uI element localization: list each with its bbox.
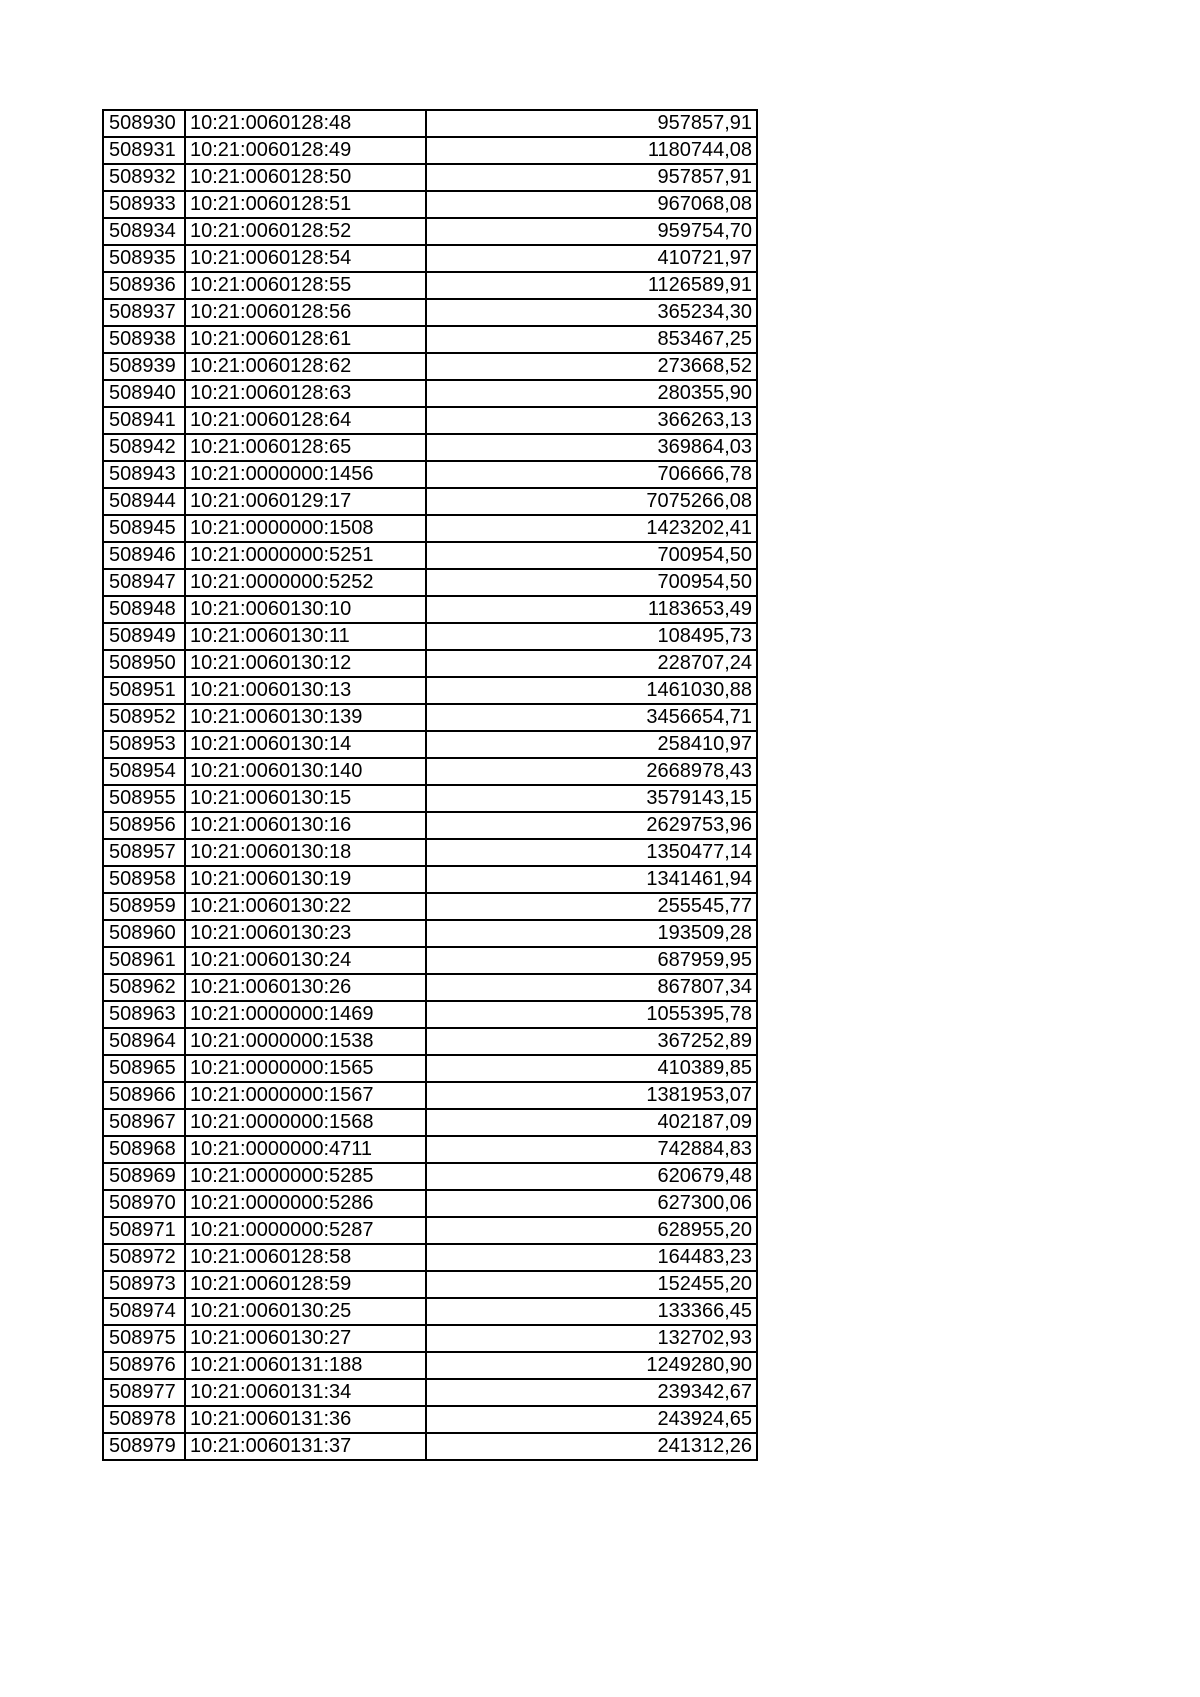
amount-cell: 273668,52 <box>426 353 757 380</box>
amount-cell: 108495,73 <box>426 623 757 650</box>
cadastral-code-cell: 10:21:0060130:26 <box>185 974 426 1001</box>
amount-cell: 959754,70 <box>426 218 757 245</box>
amount-cell: 410721,97 <box>426 245 757 272</box>
table-row <box>103 785 757 812</box>
table-row <box>103 569 757 596</box>
amount-cell: 152455,20 <box>426 1271 757 1298</box>
amount-cell: 241312,26 <box>426 1433 757 1460</box>
amount-cell: 255545,77 <box>426 893 757 920</box>
table-row <box>103 164 757 191</box>
cadastral-code-cell: 10:21:0060128:58 <box>185 1244 426 1271</box>
table-row <box>103 1055 757 1082</box>
cadastral-code-cell: 10:21:0060128:52 <box>185 218 426 245</box>
amount-cell: 620679,48 <box>426 1163 757 1190</box>
table-row <box>103 1163 757 1190</box>
amount-cell: 1126589,91 <box>426 272 757 299</box>
table-row <box>103 623 757 650</box>
amount-cell: 867807,34 <box>426 974 757 1001</box>
cadastral-code-cell: 10:21:0060128:64 <box>185 407 426 434</box>
table-row <box>103 1028 757 1055</box>
cadastral-code-cell: 10:21:0060130:22 <box>185 893 426 920</box>
row-id-cell: 508974 <box>103 1298 185 1325</box>
table-row <box>103 380 757 407</box>
amount-cell: 957857,91 <box>426 164 757 191</box>
amount-cell: 132702,93 <box>426 1325 757 1352</box>
amount-cell: 7075266,08 <box>426 488 757 515</box>
amount-cell: 742884,83 <box>426 1136 757 1163</box>
cadastral-code-cell: 10:21:0000000:1469 <box>185 1001 426 1028</box>
cadastral-code-cell: 10:21:0000000:5286 <box>185 1190 426 1217</box>
table-row <box>103 272 757 299</box>
table-row <box>103 920 757 947</box>
row-id-cell: 508969 <box>103 1163 185 1190</box>
cadastral-code-cell: 10:21:0060130:15 <box>185 785 426 812</box>
cadastral-code-cell: 10:21:0060128:49 <box>185 137 426 164</box>
row-id-cell: 508948 <box>103 596 185 623</box>
row-id-cell: 508936 <box>103 272 185 299</box>
cadastral-code-cell: 10:21:0000000:5285 <box>185 1163 426 1190</box>
table-row <box>103 218 757 245</box>
amount-cell: 1350477,14 <box>426 839 757 866</box>
row-id-cell: 508959 <box>103 893 185 920</box>
cadastral-code-cell: 10:21:0060131:37 <box>185 1433 426 1460</box>
amount-cell: 369864,03 <box>426 434 757 461</box>
table-row <box>103 1406 757 1433</box>
cadastral-code-cell: 10:21:0060131:188 <box>185 1352 426 1379</box>
table-row <box>103 1001 757 1028</box>
cadastral-code-cell: 10:21:0000000:1567 <box>185 1082 426 1109</box>
row-id-cell: 508978 <box>103 1406 185 1433</box>
table-row <box>103 677 757 704</box>
cadastral-code-cell: 10:21:0000000:1538 <box>185 1028 426 1055</box>
row-id-cell: 508935 <box>103 245 185 272</box>
row-id-cell: 508975 <box>103 1325 185 1352</box>
row-id-cell: 508940 <box>103 380 185 407</box>
table-row <box>103 1190 757 1217</box>
amount-cell: 853467,25 <box>426 326 757 353</box>
table-row <box>103 461 757 488</box>
row-id-cell: 508962 <box>103 974 185 1001</box>
row-id-cell: 508961 <box>103 947 185 974</box>
amount-cell: 1461030,88 <box>426 677 757 704</box>
cadastral-code-cell: 10:21:0060130:27 <box>185 1325 426 1352</box>
cadastral-code-cell: 10:21:0000000:1508 <box>185 515 426 542</box>
amount-cell: 410389,85 <box>426 1055 757 1082</box>
row-id-cell: 508946 <box>103 542 185 569</box>
table-row <box>103 407 757 434</box>
row-id-cell: 508951 <box>103 677 185 704</box>
cadastral-code-cell: 10:21:0000000:5252 <box>185 569 426 596</box>
table-row <box>103 1136 757 1163</box>
amount-cell: 239342,67 <box>426 1379 757 1406</box>
cadastral-code-cell: 10:21:0060128:65 <box>185 434 426 461</box>
amount-cell: 957857,91 <box>426 110 757 137</box>
row-id-cell: 508938 <box>103 326 185 353</box>
cadastral-code-cell: 10:21:0060128:61 <box>185 326 426 353</box>
cadastral-code-cell: 10:21:0060130:25 <box>185 1298 426 1325</box>
table-row <box>103 596 757 623</box>
amount-cell: 627300,06 <box>426 1190 757 1217</box>
cadastral-code-cell: 10:21:0000000:1565 <box>185 1055 426 1082</box>
amount-cell: 258410,97 <box>426 731 757 758</box>
row-id-cell: 508972 <box>103 1244 185 1271</box>
amount-cell: 243924,65 <box>426 1406 757 1433</box>
row-id-cell: 508957 <box>103 839 185 866</box>
amount-cell: 164483,23 <box>426 1244 757 1271</box>
table-row <box>103 1433 757 1460</box>
row-id-cell: 508960 <box>103 920 185 947</box>
row-id-cell: 508966 <box>103 1082 185 1109</box>
cadastral-code-cell: 10:21:0060130:19 <box>185 866 426 893</box>
cadastral-code-cell: 10:21:0060130:140 <box>185 758 426 785</box>
row-id-cell: 508970 <box>103 1190 185 1217</box>
table-row <box>103 299 757 326</box>
table-row <box>103 1379 757 1406</box>
row-id-cell: 508934 <box>103 218 185 245</box>
table-row <box>103 947 757 974</box>
row-id-cell: 508977 <box>103 1379 185 1406</box>
cadastral-code-cell: 10:21:0060130:14 <box>185 731 426 758</box>
row-id-cell: 508964 <box>103 1028 185 1055</box>
row-id-cell: 508971 <box>103 1217 185 1244</box>
cadastral-code-cell: 10:21:0060128:56 <box>185 299 426 326</box>
row-id-cell: 508950 <box>103 650 185 677</box>
row-id-cell: 508944 <box>103 488 185 515</box>
table-row <box>103 893 757 920</box>
row-id-cell: 508931 <box>103 137 185 164</box>
row-id-cell: 508937 <box>103 299 185 326</box>
table-row <box>103 515 757 542</box>
amount-cell: 228707,24 <box>426 650 757 677</box>
row-id-cell: 508952 <box>103 704 185 731</box>
cadastral-code-cell: 10:21:0000000:1456 <box>185 461 426 488</box>
amount-cell: 367252,89 <box>426 1028 757 1055</box>
row-id-cell: 508979 <box>103 1433 185 1460</box>
row-id-cell: 508958 <box>103 866 185 893</box>
cadastral-code-cell: 10:21:0060128:51 <box>185 191 426 218</box>
table-row <box>103 1244 757 1271</box>
amount-cell: 1249280,90 <box>426 1352 757 1379</box>
data-table <box>102 109 758 1461</box>
row-id-cell: 508953 <box>103 731 185 758</box>
amount-cell: 402187,09 <box>426 1109 757 1136</box>
table-row <box>103 704 757 731</box>
row-id-cell: 508930 <box>103 110 185 137</box>
row-id-cell: 508973 <box>103 1271 185 1298</box>
amount-cell: 1341461,94 <box>426 866 757 893</box>
row-id-cell: 508939 <box>103 353 185 380</box>
cadastral-code-cell: 10:21:0060130:24 <box>185 947 426 974</box>
amount-cell: 967068,08 <box>426 191 757 218</box>
cadastral-code-cell: 10:21:0060131:34 <box>185 1379 426 1406</box>
table-row <box>103 1082 757 1109</box>
row-id-cell: 508943 <box>103 461 185 488</box>
row-id-cell: 508976 <box>103 1352 185 1379</box>
amount-cell: 3456654,71 <box>426 704 757 731</box>
row-id-cell: 508949 <box>103 623 185 650</box>
amount-cell: 2629753,96 <box>426 812 757 839</box>
amount-cell: 133366,45 <box>426 1298 757 1325</box>
amount-cell: 628955,20 <box>426 1217 757 1244</box>
cadastral-code-cell: 10:21:0060130:139 <box>185 704 426 731</box>
table-row <box>103 731 757 758</box>
amount-cell: 700954,50 <box>426 569 757 596</box>
row-id-cell: 508932 <box>103 164 185 191</box>
amount-cell: 3579143,15 <box>426 785 757 812</box>
table-row <box>103 1352 757 1379</box>
amount-cell: 280355,90 <box>426 380 757 407</box>
table-row <box>103 866 757 893</box>
table-body <box>103 110 757 1460</box>
table-row <box>103 650 757 677</box>
amount-cell: 193509,28 <box>426 920 757 947</box>
amount-cell: 365234,30 <box>426 299 757 326</box>
table-row <box>103 488 757 515</box>
table-row <box>103 191 757 218</box>
row-id-cell: 508947 <box>103 569 185 596</box>
row-id-cell: 508955 <box>103 785 185 812</box>
table-row <box>103 542 757 569</box>
amount-cell: 1180744,08 <box>426 137 757 164</box>
row-id-cell: 508967 <box>103 1109 185 1136</box>
amount-cell: 1183653,49 <box>426 596 757 623</box>
cadastral-code-cell: 10:21:0060128:54 <box>185 245 426 272</box>
table-row <box>103 1217 757 1244</box>
table-row <box>103 758 757 785</box>
cadastral-code-cell: 10:21:0060130:13 <box>185 677 426 704</box>
row-id-cell: 508954 <box>103 758 185 785</box>
row-id-cell: 508963 <box>103 1001 185 1028</box>
row-id-cell: 508965 <box>103 1055 185 1082</box>
amount-cell: 706666,78 <box>426 461 757 488</box>
amount-cell: 687959,95 <box>426 947 757 974</box>
cadastral-code-cell: 10:21:0060130:16 <box>185 812 426 839</box>
cadastral-code-cell: 10:21:0000000:5287 <box>185 1217 426 1244</box>
cadastral-code-cell: 10:21:0060128:63 <box>185 380 426 407</box>
amount-cell: 2668978,43 <box>426 758 757 785</box>
row-id-cell: 508945 <box>103 515 185 542</box>
cadastral-code-cell: 10:21:0060130:18 <box>185 839 426 866</box>
row-id-cell: 508933 <box>103 191 185 218</box>
cadastral-code-cell: 10:21:0060128:59 <box>185 1271 426 1298</box>
cadastral-code-cell: 10:21:0000000:4711 <box>185 1136 426 1163</box>
table-row <box>103 326 757 353</box>
table-row <box>103 1271 757 1298</box>
cadastral-code-cell: 10:21:0000000:5251 <box>185 542 426 569</box>
cadastral-code-cell: 10:21:0060130:23 <box>185 920 426 947</box>
amount-cell: 1381953,07 <box>426 1082 757 1109</box>
table-row <box>103 839 757 866</box>
table-row <box>103 434 757 461</box>
cadastral-code-cell: 10:21:0060130:10 <box>185 596 426 623</box>
cadastral-code-cell: 10:21:0060128:48 <box>185 110 426 137</box>
amount-cell: 1423202,41 <box>426 515 757 542</box>
row-id-cell: 508968 <box>103 1136 185 1163</box>
table-row <box>103 137 757 164</box>
cadastral-code-cell: 10:21:0060130:11 <box>185 623 426 650</box>
table-row <box>103 1109 757 1136</box>
cadastral-code-cell: 10:21:0060131:36 <box>185 1406 426 1433</box>
row-id-cell: 508942 <box>103 434 185 461</box>
amount-cell: 700954,50 <box>426 542 757 569</box>
cadastral-code-cell: 10:21:0060130:12 <box>185 650 426 677</box>
table-row <box>103 110 757 137</box>
table-row <box>103 1325 757 1352</box>
amount-cell: 1055395,78 <box>426 1001 757 1028</box>
table-row <box>103 245 757 272</box>
amount-cell: 366263,13 <box>426 407 757 434</box>
table-row <box>103 812 757 839</box>
row-id-cell: 508956 <box>103 812 185 839</box>
table-row <box>103 974 757 1001</box>
cadastral-code-cell: 10:21:0060128:62 <box>185 353 426 380</box>
cadastral-code-cell: 10:21:0060128:50 <box>185 164 426 191</box>
cadastral-code-cell: 10:21:0060129:17 <box>185 488 426 515</box>
cadastral-code-cell: 10:21:0000000:1568 <box>185 1109 426 1136</box>
cadastral-code-cell: 10:21:0060128:55 <box>185 272 426 299</box>
row-id-cell: 508941 <box>103 407 185 434</box>
table-row <box>103 353 757 380</box>
table-row <box>103 1298 757 1325</box>
